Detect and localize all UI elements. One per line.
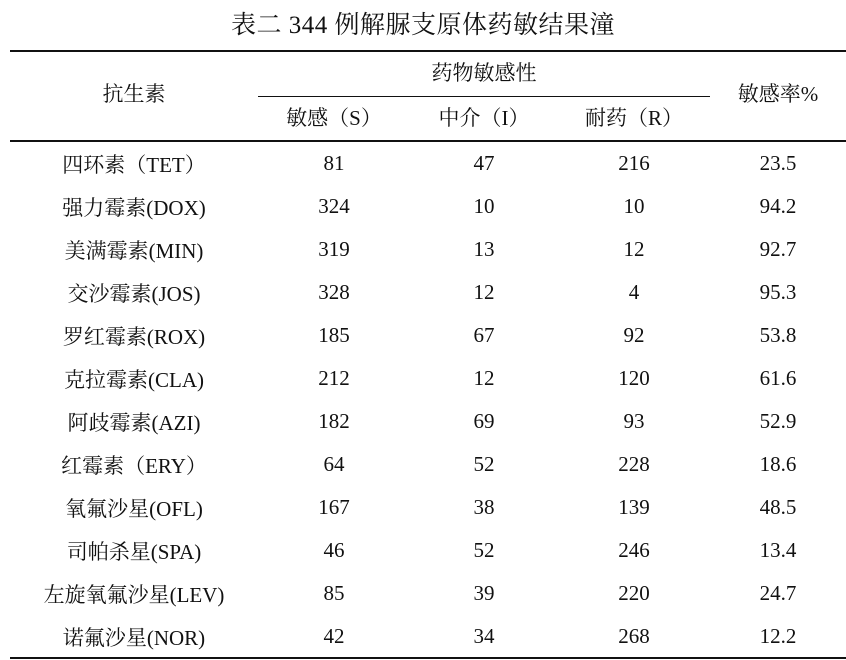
resistant-count: 10 bbox=[623, 194, 645, 218]
bottom-rule bbox=[10, 657, 846, 659]
intermediate-count: 10 bbox=[473, 194, 495, 218]
table-row bbox=[10, 314, 846, 357]
group-rule bbox=[258, 96, 710, 97]
header-resistant: 耐药（R） bbox=[584, 106, 683, 130]
header-antibiotic: 抗生素 bbox=[102, 82, 166, 106]
sensitivity-rate: 94.2 bbox=[759, 194, 797, 218]
table-title: 表二 344 例解脲支原体药敏结果潼 bbox=[230, 12, 615, 39]
header-sensitive: 敏感（S） bbox=[286, 106, 382, 130]
table-row bbox=[10, 400, 846, 443]
table-row bbox=[10, 271, 846, 314]
intermediate-count: 12 bbox=[473, 366, 495, 390]
sensitivity-rate: 92.7 bbox=[759, 237, 797, 261]
resistant-count: 268 bbox=[618, 624, 650, 648]
sensitive-count: 319 bbox=[318, 237, 350, 261]
resistant-count: 228 bbox=[618, 452, 650, 476]
sensitive-count: 185 bbox=[318, 323, 350, 347]
resistant-count: 139 bbox=[618, 495, 650, 519]
antibiotic-name: 红霉素（ERY） bbox=[61, 453, 207, 478]
table-row bbox=[10, 443, 846, 486]
antibiotic-name: 美满霉素(MIN) bbox=[64, 238, 204, 263]
antibiotic-name: 司帕杀星(SPA) bbox=[66, 539, 202, 564]
table-row bbox=[10, 615, 846, 658]
intermediate-count: 69 bbox=[473, 409, 495, 433]
header-sensitivity-rate: 敏感率% bbox=[737, 82, 819, 106]
antibiotic-name: 阿歧霉素(AZI) bbox=[67, 410, 201, 435]
intermediate-count: 47 bbox=[473, 151, 495, 175]
sensitivity-rate: 24.7 bbox=[759, 581, 797, 605]
header-sensitivity-group: 药物敏感性 bbox=[431, 61, 537, 85]
sensitive-count: 167 bbox=[318, 495, 350, 519]
sensitive-count: 64 bbox=[323, 452, 345, 476]
antibiotic-name: 氧氟沙星(OFL) bbox=[65, 496, 203, 521]
sensitive-count: 85 bbox=[323, 581, 345, 605]
header-intermediate: 中介（I） bbox=[438, 106, 530, 130]
intermediate-count: 52 bbox=[473, 538, 495, 562]
antibiotic-name: 诺氟沙星(NOR) bbox=[62, 625, 206, 650]
top-rule bbox=[10, 50, 846, 52]
sensitive-count: 324 bbox=[318, 194, 350, 218]
sensitivity-rate: 52.9 bbox=[759, 409, 797, 433]
table-row bbox=[10, 142, 846, 185]
resistant-count: 246 bbox=[618, 538, 650, 562]
resistant-count: 120 bbox=[618, 366, 650, 390]
sensitivity-rate: 53.8 bbox=[759, 323, 797, 347]
table-row bbox=[10, 529, 846, 572]
intermediate-count: 34 bbox=[473, 624, 495, 648]
sensitivity-rate: 23.5 bbox=[759, 151, 797, 175]
resistant-count: 216 bbox=[618, 151, 650, 175]
antibiotic-name: 克拉霉素(CLA) bbox=[64, 367, 204, 392]
intermediate-count: 52 bbox=[473, 452, 495, 476]
antibiotic-name: 罗红霉素(ROX) bbox=[62, 324, 206, 349]
antibiotic-name: 左旋氧氟沙星(LEV) bbox=[43, 582, 225, 607]
sensitive-count: 42 bbox=[323, 624, 345, 648]
table-body bbox=[10, 142, 846, 658]
sensitivity-rate: 61.6 bbox=[759, 366, 797, 390]
sensitivity-rate: 18.6 bbox=[759, 452, 797, 476]
resistant-count: 92 bbox=[623, 323, 645, 347]
intermediate-count: 12 bbox=[473, 280, 495, 304]
sensitive-count: 182 bbox=[318, 409, 350, 433]
sensitive-count: 328 bbox=[318, 280, 350, 304]
antibiotic-name: 四环素（TET） bbox=[62, 152, 206, 177]
intermediate-count: 13 bbox=[473, 237, 495, 261]
resistant-count: 93 bbox=[623, 409, 645, 433]
intermediate-count: 39 bbox=[473, 581, 495, 605]
antibiotic-name: 强力霉素(DOX) bbox=[62, 195, 206, 220]
intermediate-count: 38 bbox=[473, 495, 495, 519]
table-row bbox=[10, 486, 846, 529]
resistant-count: 220 bbox=[618, 581, 650, 605]
sensitivity-rate: 95.3 bbox=[759, 280, 797, 304]
sensitivity-rate: 12.2 bbox=[759, 624, 797, 648]
table-row bbox=[10, 185, 846, 228]
table-row bbox=[10, 572, 846, 615]
sensitive-count: 46 bbox=[323, 538, 345, 562]
table-row bbox=[10, 357, 846, 400]
resistant-count: 12 bbox=[623, 237, 645, 261]
antibiotic-name: 交沙霉素(JOS) bbox=[67, 281, 201, 306]
sensitive-count: 212 bbox=[318, 366, 350, 390]
sensitivity-rate: 48.5 bbox=[759, 495, 797, 519]
sensitive-count: 81 bbox=[323, 151, 345, 175]
sensitivity-rate: 13.4 bbox=[759, 538, 797, 562]
table-row bbox=[10, 228, 846, 271]
resistant-count: 4 bbox=[628, 280, 640, 304]
intermediate-count: 67 bbox=[473, 323, 495, 347]
